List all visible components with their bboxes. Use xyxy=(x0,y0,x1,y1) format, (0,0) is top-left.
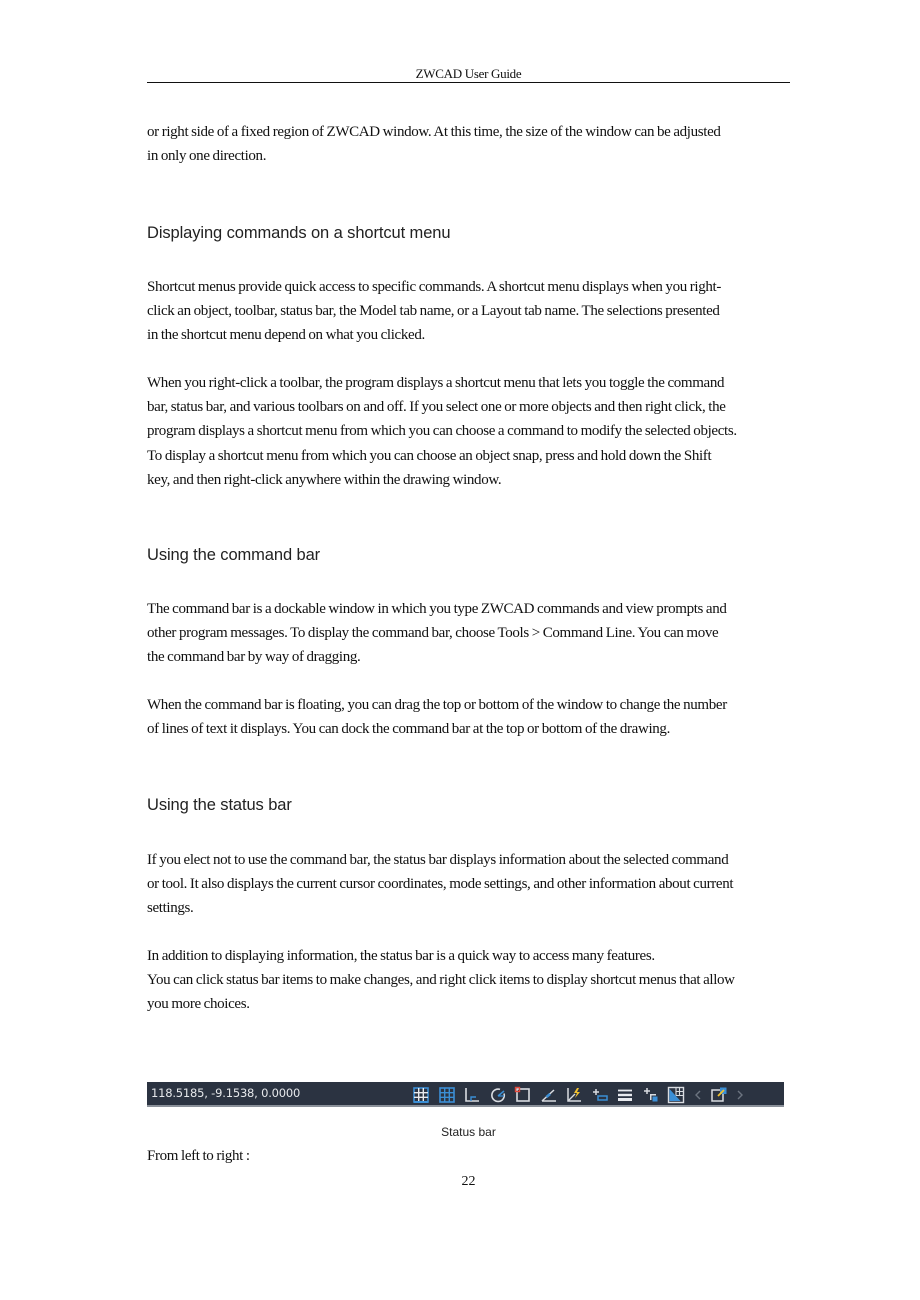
text-line: of lines of text it displays. You can dock the command bar at the top or bottom of the drawing. xyxy=(147,721,670,738)
page-header: ZWCAD User Guide xyxy=(415,66,522,81)
lineweight-icon xyxy=(616,1086,634,1104)
scroll-left-icon[interactable] xyxy=(693,1086,703,1104)
status-bar-image xyxy=(147,1082,784,1107)
trailing-paragraph xyxy=(147,1144,790,1168)
text-line: From left to right : xyxy=(147,1148,250,1164)
text-line: The command bar is a dockable window in which you type ZWCAD commands and view prompts and xyxy=(147,601,727,617)
text-line: In addition to displaying information, the status bar is a quick way to access many features. xyxy=(147,948,655,964)
paragraph xyxy=(147,275,790,348)
paragraph xyxy=(147,848,790,921)
paragraph xyxy=(147,693,790,741)
text-line: the command bar by way of dragging. xyxy=(147,649,361,666)
text-line: click an object, toolbar, status bar, the Model tab name, or a Layout tab name. The selections presented xyxy=(147,303,720,320)
text-line: key, and then right-click anywhere within the drawing window. xyxy=(147,471,502,488)
text-line: When the command bar is floating, you can drag the top or bottom of the window to change the number xyxy=(147,697,727,713)
section-heading-command-bar: Using the command bar xyxy=(147,546,321,564)
cursor-coordinates: 118.5185, -9.1538, 0.0000 xyxy=(151,1086,301,1100)
text-line: in the shortcut menu depend on what you clicked. xyxy=(147,327,425,344)
scroll-right-icon[interactable] xyxy=(735,1086,745,1104)
dynamic-ucs-icon xyxy=(565,1086,583,1104)
text-line: To display a shortcut menu from which you can choose an object snap, press and hold down the Shift xyxy=(147,447,712,464)
text-line: program displays a shortcut menu from which you can choose a command to modify the selected objects. xyxy=(147,423,737,440)
intro-paragraph xyxy=(147,120,790,168)
maximize-viewport-icon xyxy=(710,1086,728,1104)
annotation-monitor-icon xyxy=(667,1086,685,1104)
grid-display-icon xyxy=(412,1086,430,1104)
text-line: you more choices. xyxy=(147,996,250,1013)
text-line: Shortcut menus provide quick access to specific commands. A shortcut menu displays when you right- xyxy=(147,279,722,295)
snap-mode-icon xyxy=(438,1086,456,1104)
page-number: 22 xyxy=(461,1174,476,1189)
text-line: in only one direction. xyxy=(147,148,267,165)
object-snap-icon xyxy=(514,1086,532,1104)
text-line: bar, status bar, and various toolbars on and off. If you select one or more objects and then right click, the xyxy=(147,399,726,416)
paragraph xyxy=(147,944,790,1017)
section-heading-status-bar: Using the status bar xyxy=(147,796,292,814)
object-snap-tracking-icon xyxy=(540,1086,558,1104)
ortho-mode-icon xyxy=(463,1086,481,1104)
text-line: settings. xyxy=(147,900,194,917)
figure-caption: Status bar xyxy=(441,1125,496,1139)
selection-cycling-icon xyxy=(642,1086,660,1104)
text-line: When you right-click a toolbar, the program displays a shortcut menu that lets you toggle the command xyxy=(147,375,725,391)
dynamic-input-icon xyxy=(591,1086,609,1104)
text-line: You can click status bar items to make changes, and right click items to display shortcut menus that allow xyxy=(147,972,735,989)
status-bar-icons xyxy=(412,1085,753,1104)
text-line: or right side of a fixed region of ZWCAD window. At this time, the size of the window can be adjusted xyxy=(147,124,721,140)
text-line: other program messages. To display the command bar, choose Tools > Command Line. You can move xyxy=(147,625,719,642)
paragraph xyxy=(147,371,790,492)
polar-tracking-icon xyxy=(489,1086,507,1104)
header-rule xyxy=(147,82,790,83)
text-line: If you elect not to use the command bar, the status bar displays information about the selected command xyxy=(147,852,729,868)
text-line: or tool. It also displays the current cursor coordinates, mode settings, and other information about current xyxy=(147,876,734,893)
paragraph xyxy=(147,597,790,670)
section-heading-shortcut-menu: Displaying commands on a shortcut menu xyxy=(147,224,451,242)
